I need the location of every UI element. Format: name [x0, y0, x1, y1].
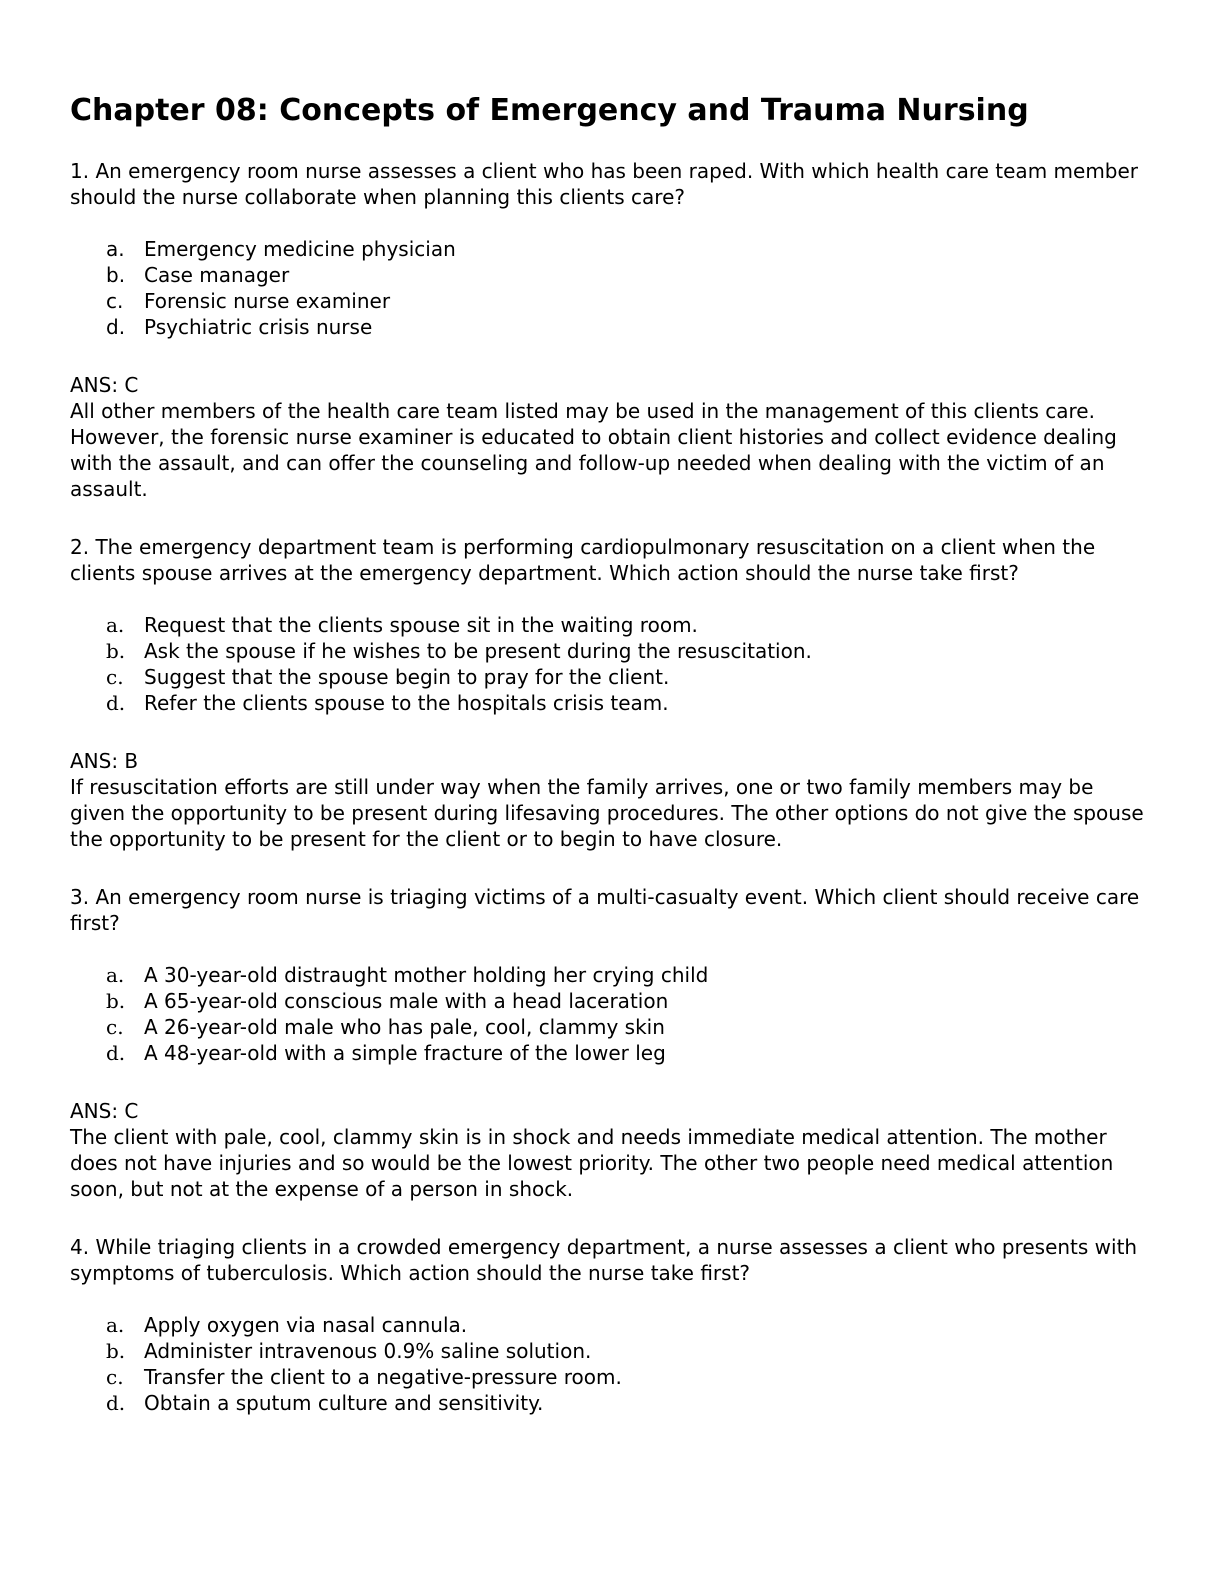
question-3: [70, 884, 1154, 1202]
option-text: Forensic nurse examiner: [144, 289, 391, 313]
option-letter: c.: [106, 289, 124, 313]
option-text: Emergency medicine physician: [144, 237, 456, 261]
option-row: [106, 1040, 1154, 1066]
option-text: Ask the spouse if he wishes to be present during the resuscitation.: [144, 639, 812, 663]
options-list: [106, 1312, 1154, 1416]
option-letter: d.: [106, 315, 126, 339]
option-letter: b.: [106, 639, 126, 663]
option-row: [106, 1312, 1154, 1338]
option-text: Apply oxygen via nasal cannula.: [144, 1313, 468, 1337]
option-letter: d.: [106, 1391, 126, 1415]
answer-label: ANS: C: [70, 1099, 139, 1123]
option-text: A 48-year-old with a simple fracture of the lower leg: [144, 1041, 666, 1065]
option-row: [106, 664, 1154, 690]
option-row: [106, 1014, 1154, 1040]
option-letter: a.: [106, 1313, 125, 1337]
answer-label: ANS: C: [70, 373, 139, 397]
option-letter: b.: [106, 989, 126, 1013]
option-letter: d.: [106, 1041, 126, 1065]
option-row: [106, 1338, 1154, 1364]
question-stem: [70, 158, 1154, 210]
option-row: [106, 988, 1154, 1014]
option-letter: a.: [106, 963, 125, 987]
option-row: [106, 314, 1154, 340]
question-number: 2.: [70, 535, 90, 559]
question-text: The emergency department team is performing cardiopulmonary resuscitation on a client when the clients spouse arrives at the emergency department. Which action should the nurse take first?: [70, 535, 1096, 585]
answer-label: ANS: B: [70, 749, 139, 773]
option-row: [106, 236, 1154, 262]
question-stem: [70, 534, 1154, 586]
option-text: Psychiatric crisis nurse: [144, 315, 373, 339]
option-row: [106, 1364, 1154, 1390]
question-4: [70, 1234, 1154, 1416]
option-row: [106, 262, 1154, 288]
option-letter: a.: [106, 237, 125, 261]
question-number: 3.: [70, 885, 90, 909]
option-row: [106, 288, 1154, 314]
question-number: 4.: [70, 1235, 90, 1259]
option-row: [106, 962, 1154, 988]
answer-block: [70, 748, 1154, 852]
answer-rationale: The client with pale, cool, clammy skin is in shock and needs immediate medical attention. The mother does not have injuries and so would be the lowest priority. The other two people need medical attention soon, but not at the expense of a person in shock.: [70, 1125, 1114, 1201]
option-letter: b.: [106, 1339, 126, 1363]
question-text: An emergency room nurse assesses a client who has been raped. With which health care team member should the nurse collaborate when planning this clients care?: [70, 159, 1139, 209]
question-1: [70, 158, 1154, 502]
page-title: Chapter 08: Concepts of Emergency and Trauma Nursing: [70, 93, 1029, 128]
option-row: [106, 690, 1154, 716]
option-row: [106, 1390, 1154, 1416]
question-number: 1.: [70, 159, 90, 183]
question-stem: [70, 884, 1154, 936]
option-letter: b.: [106, 263, 126, 287]
option-letter: c.: [106, 1015, 124, 1039]
options-list: [106, 236, 1154, 340]
option-text: Case manager: [144, 263, 290, 287]
option-text: A 65-year-old conscious male with a head laceration: [144, 989, 669, 1013]
option-text: Administer intravenous 0.9% saline solution.: [144, 1339, 592, 1363]
option-text: Transfer the client to a negative-pressure room.: [144, 1365, 622, 1389]
option-row: [106, 612, 1154, 638]
answer-rationale: All other members of the health care team listed may be used in the management of this clients care. However, the forensic nurse examiner is educated to obtain client histories and collect evidence dealing with the assault, and can offer the counseling and follow-up needed when dealing with the victim of an assault.: [70, 399, 1117, 501]
option-text: A 26-year-old male who has pale, cool, clammy skin: [144, 1015, 665, 1039]
option-letter: c.: [106, 665, 124, 689]
question-stem: [70, 1234, 1154, 1286]
option-letter: c.: [106, 1365, 124, 1389]
option-text: Obtain a sputum culture and sensitivity.: [144, 1391, 544, 1415]
answer-rationale: If resuscitation efforts are still under way when the family arrives, one or two family members may be given the opportunity to be present during lifesaving procedures. The other options do not give the spouse the opportunity to be present for the client or to begin to have closure.: [70, 775, 1144, 851]
options-list: [106, 612, 1154, 716]
options-list: [106, 962, 1154, 1066]
option-row: [106, 638, 1154, 664]
question-2: [70, 534, 1154, 852]
option-letter: a.: [106, 613, 125, 637]
question-text: While triaging clients in a crowded emergency department, a nurse assesses a client who presents with symptoms of tuberculosis. Which action should the nurse take first?: [70, 1235, 1138, 1285]
answer-block: [70, 1098, 1154, 1202]
option-letter: d.: [106, 691, 126, 715]
option-text: Request that the clients spouse sit in the waiting room.: [144, 613, 698, 637]
option-text: Suggest that the spouse begin to pray for the client.: [144, 665, 670, 689]
option-text: A 30-year-old distraught mother holding her crying child: [144, 963, 709, 987]
answer-block: [70, 372, 1154, 502]
question-text: An emergency room nurse is triaging victims of a multi-casualty event. Which client should receive care first?: [70, 885, 1140, 935]
option-text: Refer the clients spouse to the hospitals crisis team.: [144, 691, 669, 715]
